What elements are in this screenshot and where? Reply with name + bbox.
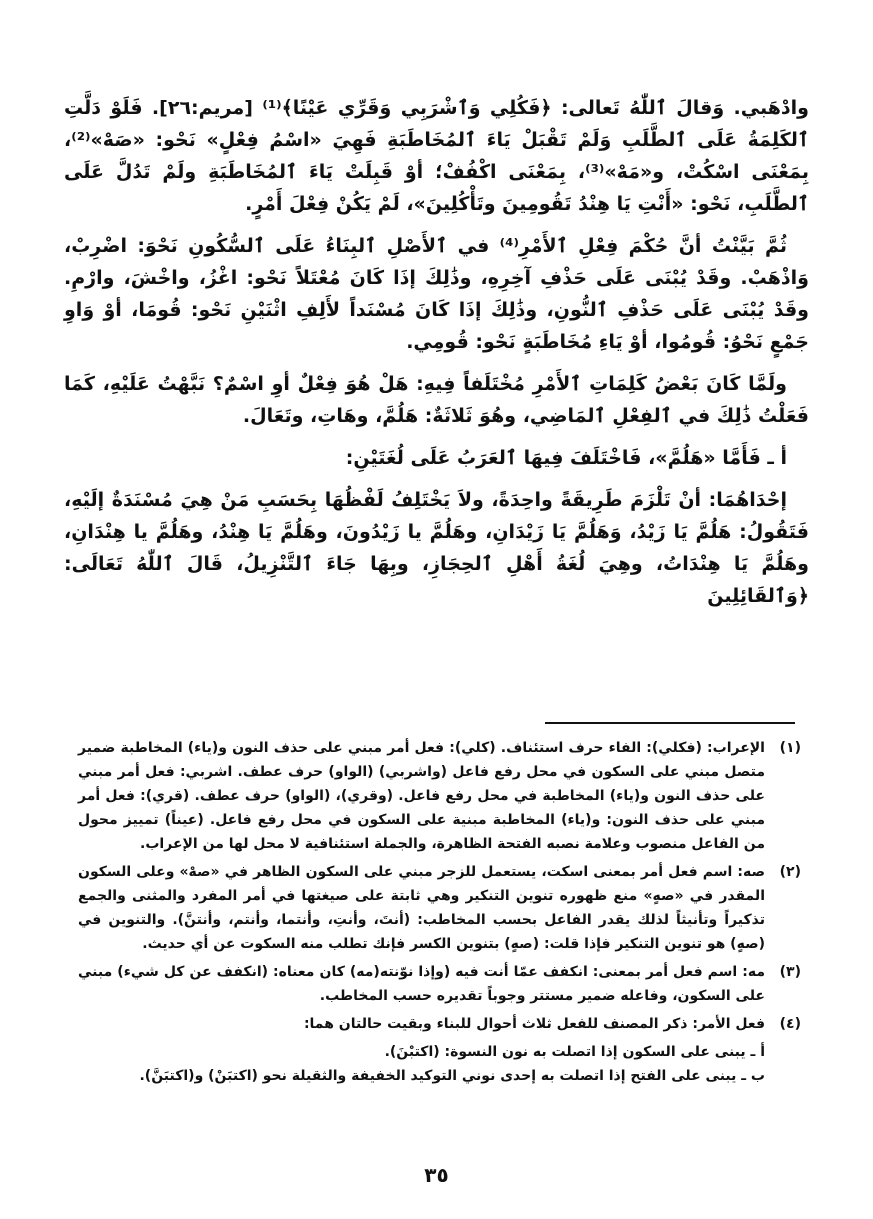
footnote (78, 736, 801, 856)
footnote (78, 1012, 801, 1036)
footnote-subitem: ب ـ يبنى على الفتح إذا اتصلت به إحدى نوني التوكيد الخفيفة والثقيلة نحو (اكتبَنْ) و(اكتبَنَّ). (139, 1068, 765, 1084)
main-text (64, 92, 809, 622)
footnote-number: (١) (779, 740, 801, 756)
paragraph: وادْهَبي. وَقالَ ٱللّٰهُ تَعالى: ﴿فَكُلِي وَٱشْرَبِي وَقَرِّي عَيْنًا﴾⁽¹⁾ [مريم:٢٦]. فَلَوْ دَلَّتِ ٱلكَلِمَةُ عَلَى ٱلطَّلَبِ وَلَمْ تَقْبَلْ يَاءَ ٱلمُخَاطَبَةِ فَهِيَ «اسْمُ فِعْلٍ» نَحْو: «صَهْ»⁽²⁾، بِمَعْنَى اسْكُتْ، و«مَهْ»⁽³⁾، بِمَعْنَى اكْفُفْ؛ أوْ قَبِلَتْ يَاءَ ٱلمُخَاطَبَةِ ولَمْ تَدُلَّ عَلَى ٱلطَّلَبِ، نَحْو: «أَنْتِ يَا هِنْدُ تَقُومِينَ وتَأْكُلِينَ»، لَمْ يَكُنْ فِعْلَ أَمْرٍ. (64, 97, 809, 215)
footnote-number: (٤) (779, 1016, 801, 1032)
footnote-text: الإعراب: (فكلي): الفاء حرف استئناف. (كلي): فعل أمر مبني على حذف النون و(ياء) المخاطبة ضمير متصل مبني على السكون في محل رفع فاعل (واشربي) (الواو) حرف عطف. اشربي: فعل أمر مبني على حذف النون و(ياء) المخاطبة في محل رفع فاعل. (وقري)، (الواو) حرف عطف. (قري): فعل أمر مبني على حذف النون: و(ياء) المخاطبة مبنية على السكون في محل رفع فاعل. (عيناً) تمييز محول من الفاعل منصوب وعلامة نصبه الفتحة الظاهرة، والجملة استئنافية لا محل لها من الإعراب. (78, 740, 765, 852)
footnote-text: مه: اسم فعل أمر بمعنى: انكفف عمّا أنت فيه (وإذا نوّنته(مه) كان معناه: (انكفف عن كل شيء) مبني على السكون، وفاعله ضمير مستتر وجوباً تقديره حسب المخاطب. (78, 964, 765, 1004)
page-number: ٣٥ (424, 1163, 449, 1187)
paragraph: إحْدَاهُمَا: أنْ تَلْزَمَ طَرِيقَةً واحِدَةً، ولاَ يَخْتَلِفُ لَفْظُهَا بِحَسَبِ مَنْ هِيَ مُسْنَدَةٌ إلَيْهِ، فَتَقُولُ: هَلُمَّ يَا زَيْدُ، وَهَلُمَّ يَا زَيْدَانِ، وهَلُمَّ يا زَيْدُونَ، وهَلُمَّ يَا هِنْدُ، وهَلُمَّ يا هِنْدَانِ، وهَلُمَّ يَا هِنْدَاتُ، وهِيَ لُغَةُ أَهْلِ ٱلحِجَازِ، وبِهَا جَاءَ ٱلتَّنْزِيلُ، قَالَ ٱللّٰهُ تَعَالَى: ﴿وَٱلقَائِلِينَ (64, 489, 809, 607)
footnote-number: (٣) (779, 964, 801, 980)
footnote-text: فعل الأمر: ذكر المصنف للفعل ثلاث أحوال للبناء وبقيت حالتان هما: (303, 1016, 765, 1032)
footnote-text: صه: اسم فعل أمر بمعنى اسكت، يستعمل للزجر مبني على السكون الظاهر في «صهْ» وعلى السكون المقدر في «صهٍ» منع ظهوره تنوين التنكير وهي ثابتة على صيغتها في أمر المفرد والمثنى والجمع تذكيراً وتأنيثاً لذلك يقدر الفاعل بحسب المخاطب: (أنتَ، وأنتِ، وأنتما، وأنتم، وأنتنَّ). والتنوين في (صهٍ) هو تنوين التنكير فإذا قلت: (صهٍ) بتنوين الكسر فإنك تطلب منه السكوت عن أي حديث. (78, 864, 765, 952)
footnote (78, 860, 801, 956)
footnote-divider (545, 722, 795, 724)
footnotes (78, 736, 801, 1088)
footnote-subitem: أ ـ يبنى على السكون إذا اتصلت به نون النسوة: (اكتبْنَ). (384, 1044, 765, 1060)
paragraph: ثُمَّ بَيَّنْتُ أنَّ حُكْمَ فِعْلِ ٱلأَمْرِ⁽⁴⁾ في ٱلأَصْلِ ٱلبِنَاءُ عَلَى ٱلسُّكُونِ نَحْوَ: اضْرِبْ، وَاذْهَبْ. وقَدْ يُبْنَى عَلَى حَذْفِ آخِرِهِ، وذَٰلِكَ إذَا كَانَ مُعْتَلاً نَحْو: اغْزُ، واخْشَ، وارْمِ. وقَدْ يُبْنَى عَلَى حَذْفِ ٱلنُّونِ، وذَٰلِكَ إذَا كَانَ مُسْنَداً لأَلِفِ اثْنَيْنِ نَحْو: قُومَا، أوْ وَاوِ جَمْعٍ نَحْوُ: قُومُوا، أوْ يَاءِ مُخَاطَبَةٍ نَحْو: قُومِي. (64, 235, 809, 353)
paragraph: ولَمَّا كَانَ بَعْضُ كَلِمَاتِ ٱلأَمْرِ مُخْتَلَفاً فِيهِ: هَلْ هُوَ فِعْلٌ أوِ اسْمٌ؟ نَبَّهْتُ عَلَيْهِ، كَمَا فَعَلْتُ ذَٰلِكَ في ٱلفِعْلِ ٱلمَاضِي، وهُوَ ثَلاثَةٌ: هَلُمَّ، وهَاتِ، وتَعَالَ. (64, 373, 809, 427)
section-heading: أ ـ فَأَمَّا «هَلُمَّ»، فَاخْتَلَفَ فِيهَا ٱلعَرَبُ عَلَى لُغَتَيْنِ: (345, 447, 787, 469)
footnote-number: (٢) (779, 864, 801, 880)
footnote (78, 960, 801, 1008)
